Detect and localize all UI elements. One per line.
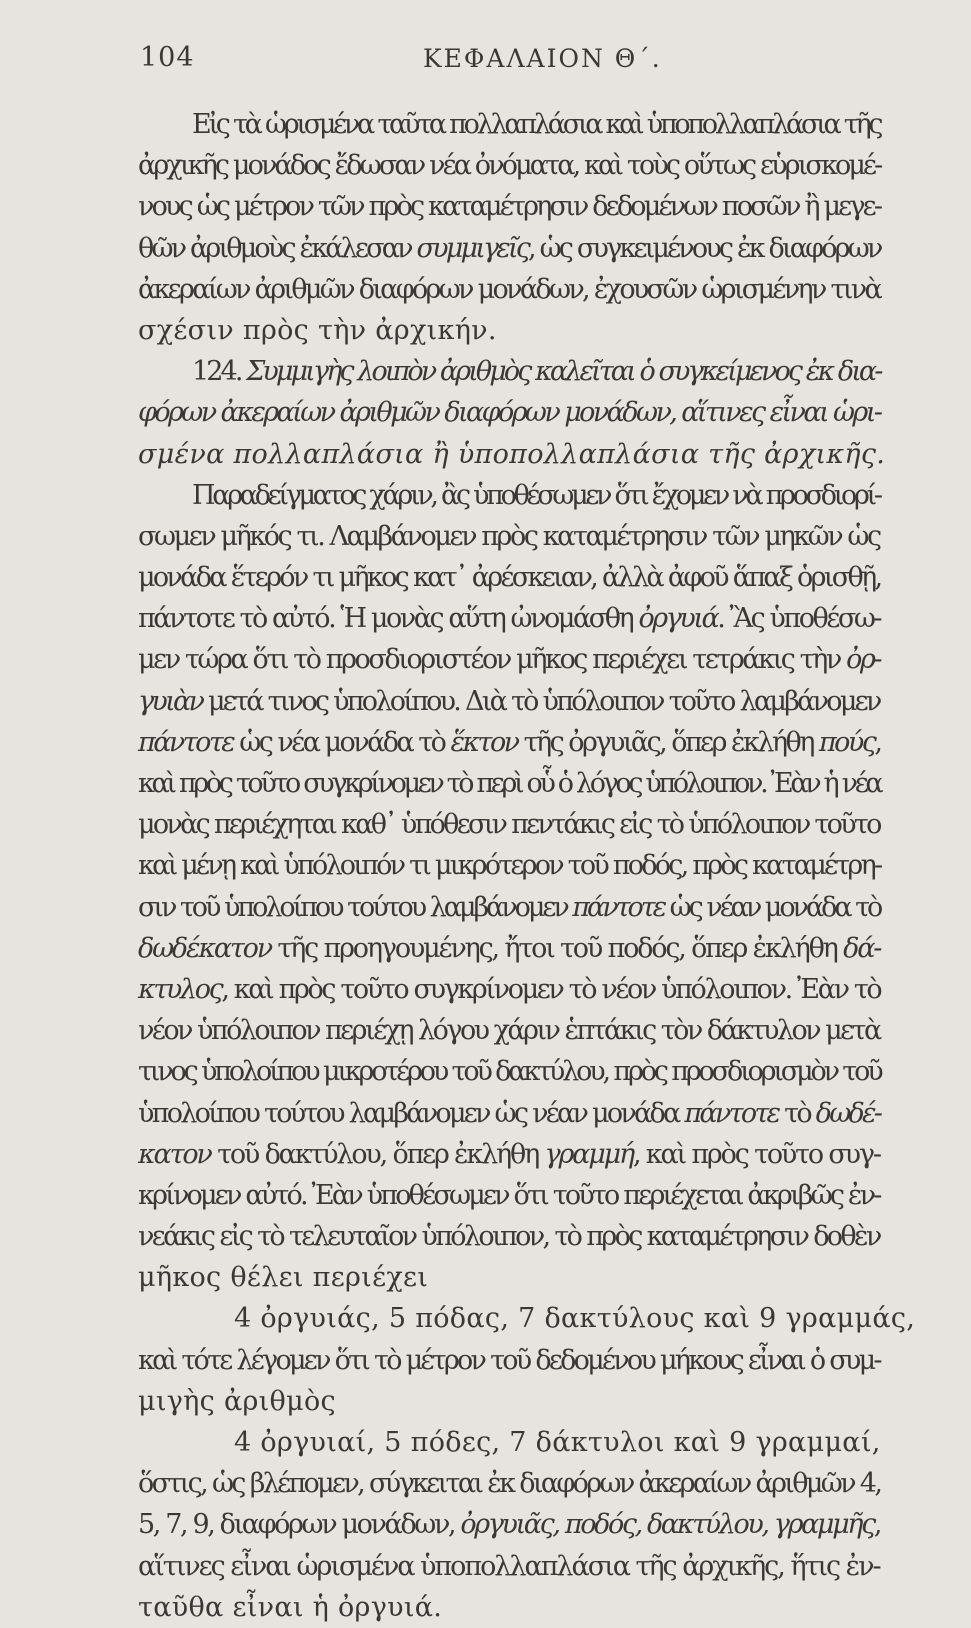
text-line <box>138 763 880 804</box>
text-segment: ὑπολοίπου τούτου λαμβάνομεν ὡς νέαν μονάδα <box>138 1097 685 1129</box>
text-line <box>138 1216 880 1257</box>
text-segment: τῆς προηγουμένης, ἤτοι τοῦ ποδός, ὅπερ ἐκλήθη <box>271 932 844 964</box>
text-segment: . Ἂς ὑποθέσω- <box>717 603 881 635</box>
text-segment: μονάδα ἕτερόν τι μῆκος κατ᾽ ἀρέσκειαν, ἀλλὰ ἀφοῦ ἅπαξ ὁρισθῇ, <box>138 562 881 594</box>
italic-term: ὀργυιᾶς, ποδός, δακτύλου, γραμμῆς <box>460 1509 874 1541</box>
text-segment: ὡς νέα μονάδα τὸ <box>233 726 451 758</box>
text-line <box>138 598 880 639</box>
text-segment: νεάκις εἰς τὸ τελευταῖον ὑπόλοιπον, τὸ πρὸς καταμέτρησιν δοθὲν <box>138 1221 880 1253</box>
italic-term: πάντοτε <box>138 726 234 758</box>
text-segment: μετά τινος ὑπολοίπου. Διὰ τὸ ὑπόλοιπον τοῦτο λαμβάνομεν <box>202 685 880 717</box>
text-line <box>138 1093 880 1134</box>
text-line <box>138 1463 880 1504</box>
text-segment: τοῦ δακτύλου, ὅπερ ἐκλήθη <box>210 1138 545 1170</box>
text-segment: , καὶ πρὸς τοῦτο συγ- <box>632 1138 880 1170</box>
text-line <box>138 557 880 598</box>
italic-term: φόρων ἀκεραίων ἀριθμῶν διαφόρων μονάδων, αἵτινες εἶναι ὡρι- <box>138 397 881 429</box>
italic-term: δωδέ- <box>815 1097 881 1129</box>
text-line <box>138 1340 880 1381</box>
text-line <box>138 351 880 392</box>
italic-term: πάντοτε <box>684 1097 779 1129</box>
text-line <box>138 681 880 722</box>
text-line <box>138 104 880 145</box>
text-segment: , ὡς συγκειμένους ἐκ διαφόρων <box>528 232 881 264</box>
text-segment: Εἰς τὰ ὡρισμένα ταῦτα πολλαπλάσια καὶ ὑποπολλαπλάσια τῆς <box>192 109 881 140</box>
italic-term: κτυλος <box>138 973 222 1005</box>
italic-term: συμμιγεῖς <box>416 232 529 264</box>
text-line <box>138 969 880 1010</box>
text-segment: νους ὡς μέτρον τῶν πρὸς καταμέτρησιν δεδομένων ποσῶν ἢ μεγε- <box>138 191 881 223</box>
text-segment: μιγὴς ἀριθμὸς <box>138 1385 336 1417</box>
text-line <box>138 392 880 433</box>
text-segment: κρίνομεν αὐτό. Ἐὰν ὑποθέσωμεν ὅτι τοῦτο περιέχεται ἀκριβῶς ἐν- <box>138 1179 880 1211</box>
italic-term: δωδέκατον <box>138 932 271 964</box>
text-segment: τῆς ὀργυιᾶς, ὅπερ ἐκλήθη <box>517 726 819 758</box>
text-segment: ὡς νέαν μονάδα τὸ <box>664 891 881 923</box>
text-line <box>138 1134 880 1175</box>
text-line <box>138 1546 880 1587</box>
text-line <box>138 1175 880 1216</box>
italic-term: ὀρ- <box>846 644 881 676</box>
text-segment: , <box>873 1509 881 1541</box>
text-segment: 4 ὀργυιαί, 5 πόδες, 7 δάκτυλοι καὶ 9 γραμμαί, <box>234 1427 881 1458</box>
text-segment: ὅστις, ὡς βλέπομεν, σύγκειται ἐκ διαφόρων ἀκεραίων ἀριθμῶν 4, <box>138 1468 881 1500</box>
text-segment: καὶ τότε λέγομεν ὅτι τὸ μέτρον τοῦ δεδομένου μήκους εἶναι ὁ συμ- <box>138 1344 880 1376</box>
italic-term: δά- <box>843 932 881 964</box>
text-segment: τινος ὑπολοίπου μικροτέρου τοῦ δακτύλου, πρὸς προσδιορισμὸν τοῦ <box>138 1056 881 1088</box>
page-header <box>140 42 880 82</box>
italic-term: ὀργυιά <box>638 603 718 635</box>
text-segment: ἀκεραίων ἀριθμῶν διαφόρων μονάδων, ἐχουσῶν ὡρισμένην τινὰ <box>138 273 880 305</box>
text-segment: 124. <box>192 356 247 388</box>
text-line <box>138 228 880 269</box>
text-segment: πάντοτε τὸ αὐτό. Ἡ μονὰς αὕτη ὠνομάσθη <box>138 603 639 635</box>
text-line <box>138 186 880 227</box>
text-line <box>138 845 880 886</box>
italic-term: πάντοτε <box>572 891 665 923</box>
text-line <box>138 928 880 969</box>
text-segment: ταῦθα εἶναι ἡ ὀργυιά. <box>138 1591 443 1623</box>
text-segment: σωμεν μῆκός τι. Λαμβάνομεν πρὸς καταμέτρησιν τῶν μηκῶν ὡς <box>138 520 880 552</box>
italic-term: σμένα πολλαπλάσια ἢ ὑποπολλαπλάσια τῆς ἀρχικῆς. <box>138 438 886 470</box>
text-segment: νέον ὑπόλοιπον περιέχῃ λόγου χάριν ἑπτάκις τὸν δάκτυλον μετὰ <box>138 1015 880 1047</box>
italic-term: Συμμιγὴς λοιπὸν ἀριθμὸς καλεῖται ὁ συγκείμενος ἐκ δια- <box>246 356 881 388</box>
body-text <box>138 104 916 1628</box>
text-line <box>138 1257 880 1298</box>
text-line <box>138 1381 880 1422</box>
text-line <box>138 804 880 845</box>
text-segment: μονὰς περιέχηται καθ᾽ ὑπόθεσιν πεντάκις εἰς τὸ ὑπόλοιπον τοῦτο <box>138 809 880 841</box>
text-line <box>138 145 880 186</box>
text-line <box>138 1010 880 1051</box>
text-segment: καὶ πρὸς τοῦτο συγκρίνομεν τὸ περὶ οὗ ὁ λόγος ὑπόλοιπον. Ἐὰν ἡ νέα <box>138 768 881 799</box>
text-line <box>138 639 880 680</box>
italic-term: γυιὰν <box>138 685 203 717</box>
text-line <box>138 1587 880 1628</box>
text-line <box>138 722 880 763</box>
text-segment: 5, 7, 9, διαφόρων μονάδων, <box>138 1509 461 1541</box>
text-segment: σιν τοῦ ὑπολοίπου τούτου λαμβάνομεν <box>138 891 573 923</box>
text-segment: μεν τώρα ὅτι τὸ προσδιοριστέον μῆκος περιέχει τετράκις τὴν <box>138 644 847 676</box>
text-line <box>138 516 880 557</box>
text-segment: , καὶ πρὸς τοῦτο συγκρίνομεν τὸ νέον ὑπόλοιπον. Ἐὰν τὸ <box>221 973 881 1005</box>
text-segment: θῶν ἀριθμοὺς ἐκάλεσαν <box>138 232 417 264</box>
running-head: ΚΕΦΑΛΑΙΟΝ Θ΄. <box>423 44 662 73</box>
italic-term: κατον <box>138 1138 211 1170</box>
text-segment: , <box>874 726 881 758</box>
text-segment: τὸ <box>778 1097 816 1129</box>
italic-term: ἕκτον <box>450 726 518 758</box>
text-segment: Παραδείγματος χάριν, ἂς ὑποθέσωμεν ὅτι ἔχομεν νὰ προσδιορί- <box>192 479 880 511</box>
text-line <box>138 434 886 475</box>
text-line <box>138 1298 916 1339</box>
text-line <box>138 1422 880 1463</box>
text-segment: μῆκος θέλει περιέχει <box>138 1262 429 1294</box>
text-line <box>138 887 880 928</box>
text-line <box>138 310 880 351</box>
text-line <box>138 1051 880 1092</box>
italic-term: γραμμή <box>544 1138 633 1170</box>
text-segment: αἵτινες εἶναι ὡρισμένα ὑποπολλαπλάσια τῆς ἀρχικῆς, ἥτις ἐν- <box>138 1550 880 1582</box>
text-line <box>138 269 880 310</box>
italic-term: πούς <box>818 726 875 758</box>
text-segment: καὶ μένῃ καὶ ὑπόλοιπόν τι μικρότερον τοῦ ποδός, πρὸς καταμέτρη- <box>138 850 881 882</box>
text-segment: 4 ὀργυιάς, 5 πόδας, 7 δακτύλους καὶ 9 γραμμάς, <box>234 1303 916 1335</box>
text-line <box>138 1504 880 1545</box>
page-number: 104 <box>140 42 195 73</box>
text-line <box>138 475 880 516</box>
text-segment: σχέσιν πρὸς τὴν ἀρχικήν. <box>138 314 497 346</box>
text-segment: ἀρχικῆς μονάδος ἔδωσαν νέα ὀνόματα, καὶ τοὺς οὕτως εὑρισκομέ- <box>138 150 881 182</box>
